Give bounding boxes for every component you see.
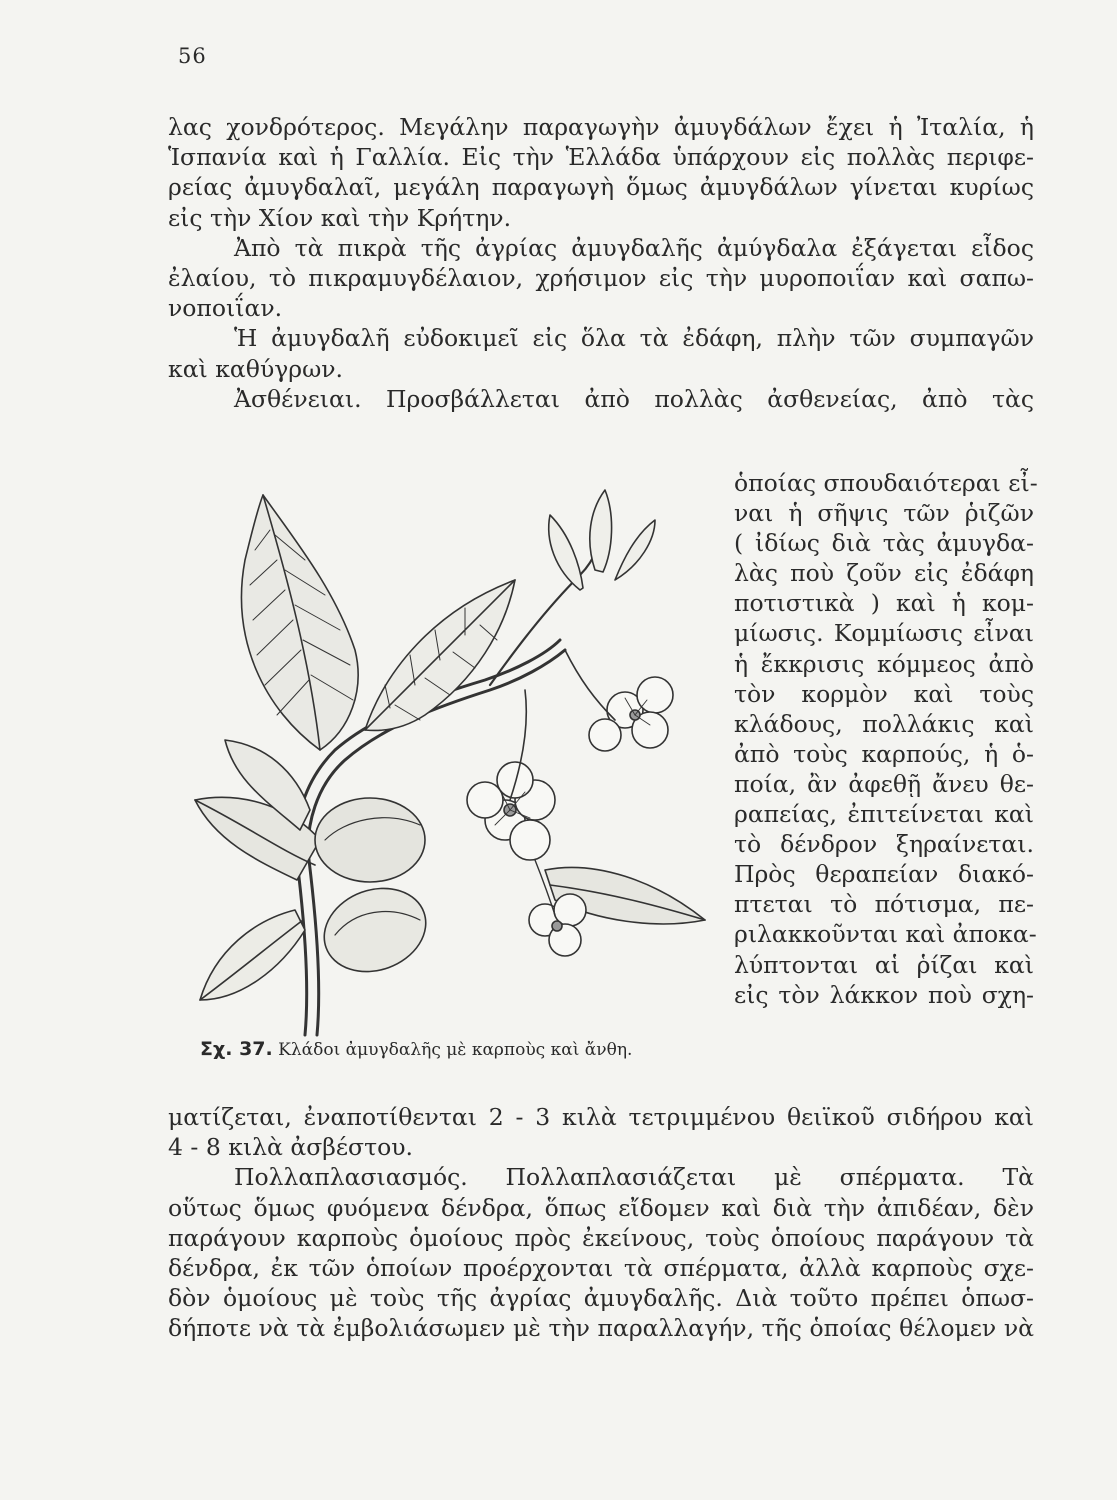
text-line: Ἱσπανία καὶ ἡ Γαλλία. Εἰς τὴν Ἑλλάδα ὑπάρχουν εἰς πολλὰς περιφε- (168, 143, 1034, 172)
text-line: ( ἰδίως διὰ τὰς ἀμυγδα- (734, 529, 1034, 558)
page-number: 56 (178, 44, 207, 68)
text-line: ναι ἡ σῆψις τῶν ῥιζῶν (734, 499, 1034, 528)
text-line: οὕτως ὅμως φυόμενα δένδρα, ὅπως εἴδομεν καὶ διὰ τὴν ἀπιδέαν, δὲν (168, 1193, 1034, 1222)
text-line: μίωσις. Κομμίωσις εἶναι (734, 619, 1034, 648)
text-line: πτεται τὸ πότισμα, πε- (734, 890, 1034, 919)
top-paragraphs (168, 112, 1034, 414)
text-line: κλάδους, πολλάκις καὶ (734, 709, 1034, 738)
figure-caption-text: Κλάδοι ἀμυγδαλῆς μὲ καρποὺς καὶ ἄνθη. (278, 1040, 633, 1060)
bottom-paragraphs (168, 1102, 1034, 1344)
text-line: ματίζεται, ἐναποτίθενται 2 - 3 κιλὰ τετριμμένου θειϊκοῦ σιδήρου καὶ (168, 1103, 1034, 1131)
text-line: λας χονδρότερος. Μεγάλην παραγωγὴν ἀμυγδάλων ἔχει ἡ Ἰταλία, ἡ (168, 113, 1034, 141)
text-line: εἰς τὴν Χίον καὶ τὴν Κρήτην. (168, 203, 512, 232)
text-line: Ἀπὸ τὰ πικρὰ τῆς ἀγρίας ἀμυγδαλῆς ἀμύγδαλα ἐξάγεται εἶδος (234, 233, 1034, 262)
text-line: τὸ δένδρον ξηραίνεται. (734, 830, 1034, 859)
almond-branch-illustration (185, 480, 733, 1040)
text-line: ραπείας, ἐπιτείνεται καὶ (734, 800, 1034, 829)
text-line: ὁποίας σπουδαιότεραι εἶ- (734, 469, 1038, 497)
section-heading-line: Πολλαπλασιασμός. Πολλαπλασιάζεται μὲ σπέρματα. Τὰ (234, 1163, 1034, 1192)
text-line: 4 - 8 κιλὰ ἀσβέστου. (168, 1133, 414, 1162)
text-line: ἀπὸ τοὺς καρπούς, ἡ ὁ- (734, 739, 1034, 768)
text-line: λύπτονται αἱ ῥίζαι καὶ (734, 950, 1034, 979)
text-line: τὸν κορμὸν καὶ τοὺς (734, 679, 1034, 708)
text-line: δένδρα, ἐκ τῶν ὁποίων προέρχονται τὰ σπέρματα, ἀλλὰ καρποὺς σχε- (168, 1254, 1034, 1283)
text-line: Ἡ ἀμυγδαλῆ εὐδοκιμεῖ εἰς ὅλα τὰ ἐδάφη, πλὴν τῶν συμπαγῶν (234, 324, 1034, 353)
text-line: ποτιστικὰ ) καὶ ἡ κομ- (734, 589, 1034, 618)
text-line: εἰς τὸν λάκκον ποὺ σχη- (734, 980, 1034, 1009)
text-line: ἡ ἔκκρισις κόμμεος ἀπὸ (734, 649, 1034, 678)
text-line: ρείας ἀμυγδαλαῖ, μεγάλη παραγωγὴ ὅμως ἀμυγδάλων γίνεται κυρίως (168, 173, 1034, 202)
text-line: ποία, ἂν ἀφεθῇ ἄνευ θε- (734, 769, 1034, 798)
text-line: Πρὸς θεραπείαν διακό- (734, 860, 1034, 889)
text-line: παράγουν καρποὺς ὁμοίους πρὸς ἐκείνους, τοὺς ὁποίους παράγουν τὰ (168, 1223, 1034, 1252)
figure-caption (200, 1038, 632, 1060)
wrapped-column (734, 468, 1038, 1010)
text-line: ριλακκοῦνται καὶ ἀποκα- (734, 920, 1037, 949)
section-heading-line: Ἀσθένειαι. Προσβάλλεται ἀπὸ πολλὰς ἀσθενείας, ἀπὸ τὰς (234, 384, 1034, 413)
text-line: δὸν ὁμοίους μὲ τοὺς τῆς ἀγρίας ἀμυγδαλῆς. Διὰ τοῦτο πρέπει ὁπωσ- (168, 1284, 1034, 1313)
figure-label: Σχ. 37. (200, 1038, 273, 1060)
text-line: νοποιΐαν. (168, 294, 283, 323)
text-line: δήποτε νὰ τὰ ἐμβολιάσωμεν μὲ τὴν παραλλαγήν, τῆς ὁποίας θέλομεν νὰ (168, 1314, 1034, 1343)
text-line: ἐλαίου, τὸ πικραμυγδέλαιον, χρήσιμον εἰς τὴν μυροποιΐαν καὶ σαπω- (168, 264, 1034, 293)
text-line: καὶ καθύγρων. (168, 354, 344, 383)
text-line: λὰς ποὺ ζοῦν εἰς ἐδάφη (734, 559, 1034, 588)
